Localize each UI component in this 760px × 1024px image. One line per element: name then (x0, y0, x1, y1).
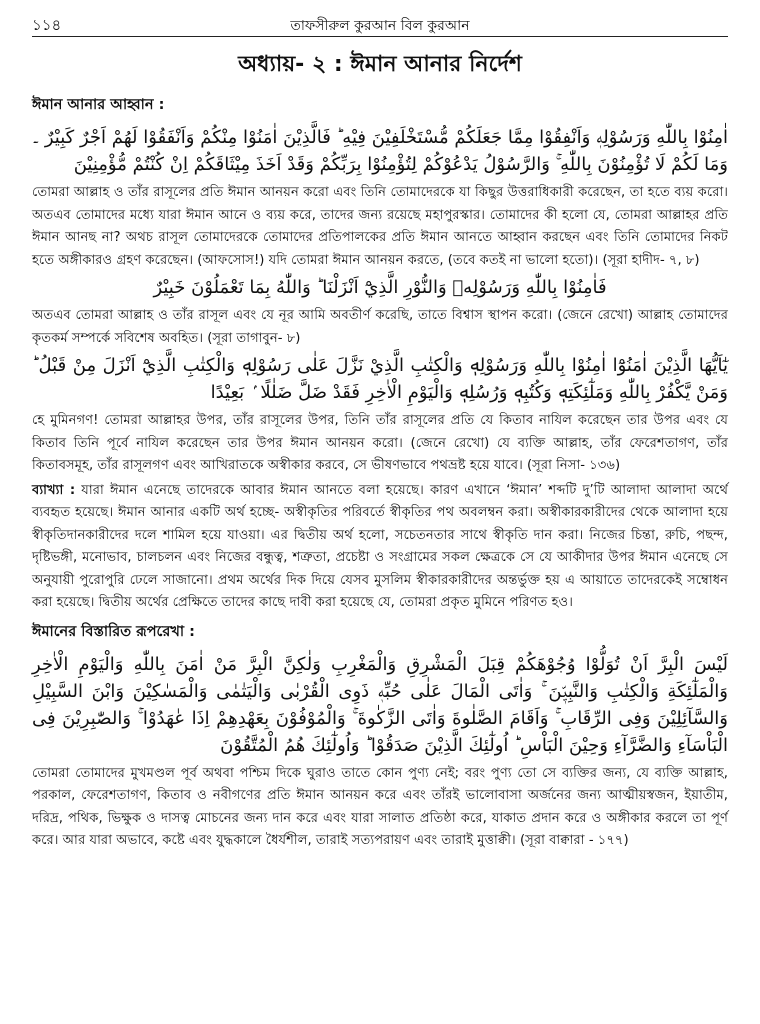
arabic-verse-taghabun: فَاٰمِنُوْا بِاللّٰهِ وَرَسُوْلِهٖ وَالنُّوْرِ الَّذِيْٓ اَنْزَلْنَا ؕ وَاللّٰهُ بِمَا تَعْمَلُوْنَ خَبِيْرٌ (153, 277, 607, 298)
section-heading-invitation: ঈমান আনার আহ্বান : (32, 97, 165, 113)
translation-baqarah: তোমরা তোমাদের মুখমণ্ডল পূর্ব অথবা পশ্চিম দিকে ঘুরাও তাতে কোন পুণ্য নেই; বরং পুণ্য তো সে ব্যক্তির জন্য, যে ব্যক্তি আল্লাহ, পরকাল, ফেরেশতাগণ, কিতাব ও নবীগণের প্রতি ঈমান আনয়ন করে এবং তাঁরই ভালোবাসা অর্জনের জন্য আত্মীয়স্বজন, ইয়াতীম, দরিদ্র, পথিক, ভিক্ষুক ও দাসত্ব মোচনের জন্য দান করে এবং যারা সালাত প্রতিষ্ঠা করে, যাকাত প্রদান করে ও অঙ্গীকার করলে তা পূর্ণ করে। আর যারা অভাবে, কষ্টে এবং যুদ্ধকালে ধৈর্যশীল, তারাই সত্যপরায়ণ এবং তারাই মুত্তাক্বী। (সূরা বাক্বারা - ১৭৭) (32, 765, 728, 848)
translation-taghabun: অতএব তোমরা আল্লাহ ও তাঁর রাসূল এবং যে নূর আমি অবতীর্ণ করেছি, তাতে বিশ্বাস স্থাপন করো। (জেনে রেখো) আল্লাহ তোমাদের কৃতকর্ম সম্পর্কে সবিশেষ অবহিত। (সূরা তাগাবুন- ৮) (32, 308, 728, 346)
translation-hadid: তোমরা আল্লাহ ও তাঁর রাসূলের প্রতি ঈমান আনয়ন করো এবং তিনি তোমাদেরকে যা কিছুর উত্তরাধিকারী করেছেন, তা হতে ব্যয় করো। অতএব তোমাদের মধ্যে যারা ঈমান আনে ও ব্যয় করে, তাদের জন্য রয়েছে মহাপুরস্কার। তোমাদের কী হলো যে, তোমরা আল্লাহর প্রতি ঈমান আনছ না? অথচ রাসূল তোমাদেরকে তোমাদের প্রতিপালকের প্রতি ঈমান আনতে আহ্বান করছেন এবং তিনি তোমাদের নিকট হতে অঙ্গীকারও গ্রহণ করেছেন। (আফসোস!) যদি তোমরা ঈমান আনয়ন করতে, (তবে কতই না ভালো হতো)। (সূরা হাদীদ- ৭, ৮) (32, 185, 728, 268)
arabic-verse-hadid: اٰمِنُوْا بِاللّٰهِ وَرَسُوْلِهٖ وَاَنْفِقُوْا مِمَّا جَعَلَكُمْ مُّسْتَخْلَفِيْنَ فِيْهِ ؕ فَالَّذِيْنَ اٰمَنُوْا مِنْكُمْ وَاَنْفَقُوْا لَهُمْ اَجْرٌ كَبِيْرٌ ۔ وَمَا لَكُمْ لَا تُؤْمِنُوْنَ بِاللّٰهِ ۚ وَالرَّسُوْلُ يَدْعُوْكُمْ لِتُؤْمِنُوْا بِرَبِّكُمْ وَقَدْ اَخَذَ مِيْثَاقَكُمْ اِنْ كُنْتُمْ مُّؤْمِنِيْنَ (32, 127, 728, 175)
running-title: তাফসীরুল কুরআন বিল কুরআন (290, 18, 470, 34)
running-header (32, 10, 728, 37)
page-number: ১১৪ (32, 16, 62, 34)
section-heading-outline: ঈমানের বিস্তারিত রূপরেখা : (32, 623, 195, 640)
chapter-title: অধ্যায়- ২ : ঈমান আনার নির্দেশ (238, 52, 522, 77)
explanation-label: ব্যাখ্যা : (32, 482, 76, 498)
explanation-text: যারা ঈমান এনেছে তাদেরকে আবার ঈমান আনতে বলা হয়েছে। কারণ এখানে ‘ঈমান’ শব্দটি দু’টি আলাদা আলাদা অর্থে ব্যবহৃত হয়েছে। ঈমান আনার একটি অর্থ হচ্ছে- অস্বীকৃতির পরিবর্তে স্বীকৃতির পথ অবলম্বন করা। অস্বীকারকারীদের থেকে আলাদা হয়ে স্বীকৃতিদানকারীদের দলে শামিল হয়ে যাওয়া। এর দ্বিতীয় অর্থ হলো, সচেতনতার সাথে স্বীকৃতি দান করা। নিজের চিন্তা, রুচি, পছন্দ, দৃষ্টিভঙ্গী, মনোভাব, চালচলন এবং নিজের বন্ধুত্ব, শত্রুতা, প্রচেষ্টা ও সংগ্রামের সকল ক্ষেত্রকে সে যে আকীদার উপর ঈমান এনেছে সে অনুযায়ী পুরোপুরি ঢেলে সাজানো। প্রথম অর্থের দিক দিয়ে যেসব মুসলিম স্বীকারকারীদের অন্তর্ভুক্ত হয় এ আয়াতে তাদেরকেই সম্বোধন করা হয়েছে। দ্বিতীয় অর্থের প্রেক্ষিতে তাদের কাছে দাবী করা হয়েছে যে, তোমরা প্রকৃত মুমিনে পরিণত হও। (32, 482, 728, 610)
arabic-verse-baqarah: لَيْسَ الْبِرَّ اَنْ تُوَلُّوْا وُجُوْهَكُمْ قِبَلَ الْمَشْرِقِ وَالْمَغْرِبِ وَلٰكِنَّ الْبِرَّ مَنْ اٰمَنَ بِاللّٰهِ وَالْيَوْمِ الْاٰخِرِ وَالْمَلٰٓئِكَةِ وَالْكِتٰبِ وَالنَّبِيّٖنَ ۚ وَاٰتَى الْمَالَ عَلٰى حُبِّهٖ ذَوِى الْقُرْبٰى وَالْيَتٰمٰى وَالْمَسٰكِيْنَ وَابْنَ السَّبِيْلِ وَالسَّآئِلِيْنَ وَفِى الرِّقَابِ ۚ وَاَقَامَ الصَّلٰوةَ وَاٰتَى الزَّكٰوةَ ۚ وَالْمُوْفُوْنَ بِعَهْدِهِمْ اِذَا عٰهَدُوْا ۚ وَالصّٰبِرِيْنَ فِى الْبَاْسَآءِ وَالضَّرَّآءِ وَحِيْنَ الْبَاْسِ ؕ اُولٰٓئِكَ الَّذِيْنَ صَدَقُوْا ؕ وَاُولٰٓئِكَ هُمُ الْمُتَّقُوْنَ (32, 653, 728, 756)
arabic-verse-nisa: يٰٓاَيُّهَا الَّذِيْنَ اٰمَنُوْٓا اٰمِنُوْا بِاللّٰهِ وَرَسُوْلِهٖ وَالْكِتٰبِ الَّذِيْ نَزَّلَ عَلٰى رَسُوْلِهٖ وَالْكِتٰبِ الَّذِيْٓ اَنْزَلَ مِنْ قَبْلُ ؕ وَمَنْ يَّكْفُرْ بِاللّٰهِ وَمَلٰٓئِكَتِهٖ وَكُتُبِهٖ وَرُسُلِهٖ وَالْيَوْمِ الْاٰخِرِ فَقَدْ ضَلَّ ضَلٰلًا ۢ بَعِيْدًا (32, 355, 728, 403)
translation-nisa: হে মুমিনগণ! তোমরা আল্লাহর উপর, তাঁর রাসূলের উপর, তিনি তাঁর রাসূলের প্রতি যে কিতাব নাযিল করেছেন তার উপর এবং যে কিতাব তিনি পূর্বে নাযিল করেছেন তার উপর ঈমান আনয়ন করো। (জেনে রেখো) যে ব্যক্তি আল্লাহ, তাঁর ফেরেশতাগণ, তাঁর কিতাবসমূহ, তাঁর রাসূলগণ এবং আখিরাতকে অস্বীকার করবে, সে ভীষণভাবে পথভ্রষ্ট হয়ে যাবে। (সূরা নিসা- ১৩৬) (32, 413, 728, 473)
explanation-paragraph (32, 480, 728, 615)
